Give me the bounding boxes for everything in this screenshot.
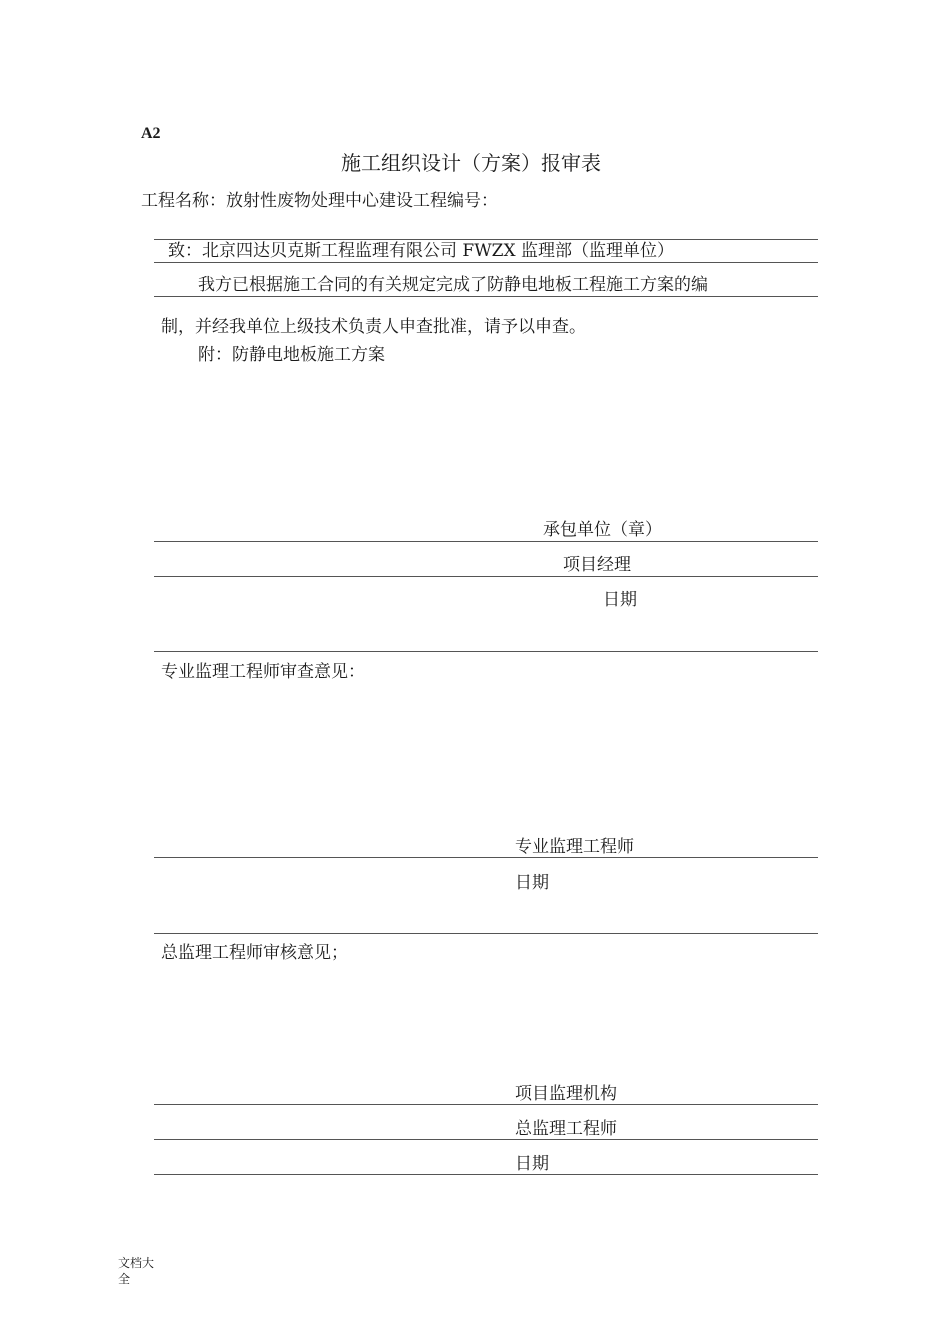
table-rule (154, 1104, 818, 1105)
specialist-opinion-label: 专业监理工程师审查意见： (161, 662, 365, 682)
body-line-1: 我方已根据施工合同的有关规定完成了防静电地板工程施工方案的编 (198, 275, 708, 295)
table-rule (154, 576, 818, 577)
contractor-date-label: 日期 (603, 590, 637, 610)
specialist-date-label: 日期 (515, 873, 549, 893)
body-line-2: 制，并经我单位上级技术负责人申查批准，请予以申查。 (161, 317, 586, 337)
table-rule (154, 1139, 818, 1140)
table-rule (154, 857, 818, 858)
table-rule (154, 262, 818, 263)
chief-opinion-label: 总监理工程师审核意见； (161, 943, 348, 963)
table-top-border (154, 239, 818, 240)
table-rule (154, 933, 818, 934)
footer-text-line-1: 文档大 (118, 1256, 155, 1270)
project-manager-label: 项目经理 (563, 555, 631, 575)
supervision-org-label: 项目监理机构 (515, 1084, 617, 1104)
chief-date-label: 日期 (515, 1154, 549, 1174)
form-code: A2 (141, 125, 161, 142)
table-bottom-border (154, 1174, 818, 1175)
table-rule (154, 541, 818, 542)
project-name-line: 工程名称：放射性废物处理中心建设工程编号： (141, 191, 498, 211)
form-title: 施工组织设计（方案）报审表 (341, 151, 601, 175)
addressee-line: 致：北京四达贝克斯工程监理有限公司 FWZX 监理部（监理单位） (168, 241, 674, 261)
table-rule (154, 651, 818, 652)
chief-engineer-label: 总监理工程师 (515, 1119, 617, 1139)
footer-text-line-2: 全 (118, 1272, 131, 1286)
table-rule (154, 296, 818, 297)
specialist-engineer-label: 专业监理工程师 (515, 837, 634, 857)
attachment-line: 附：防静电地板施工方案 (198, 345, 385, 365)
contractor-unit-label: 承包单位（章） (543, 520, 662, 540)
